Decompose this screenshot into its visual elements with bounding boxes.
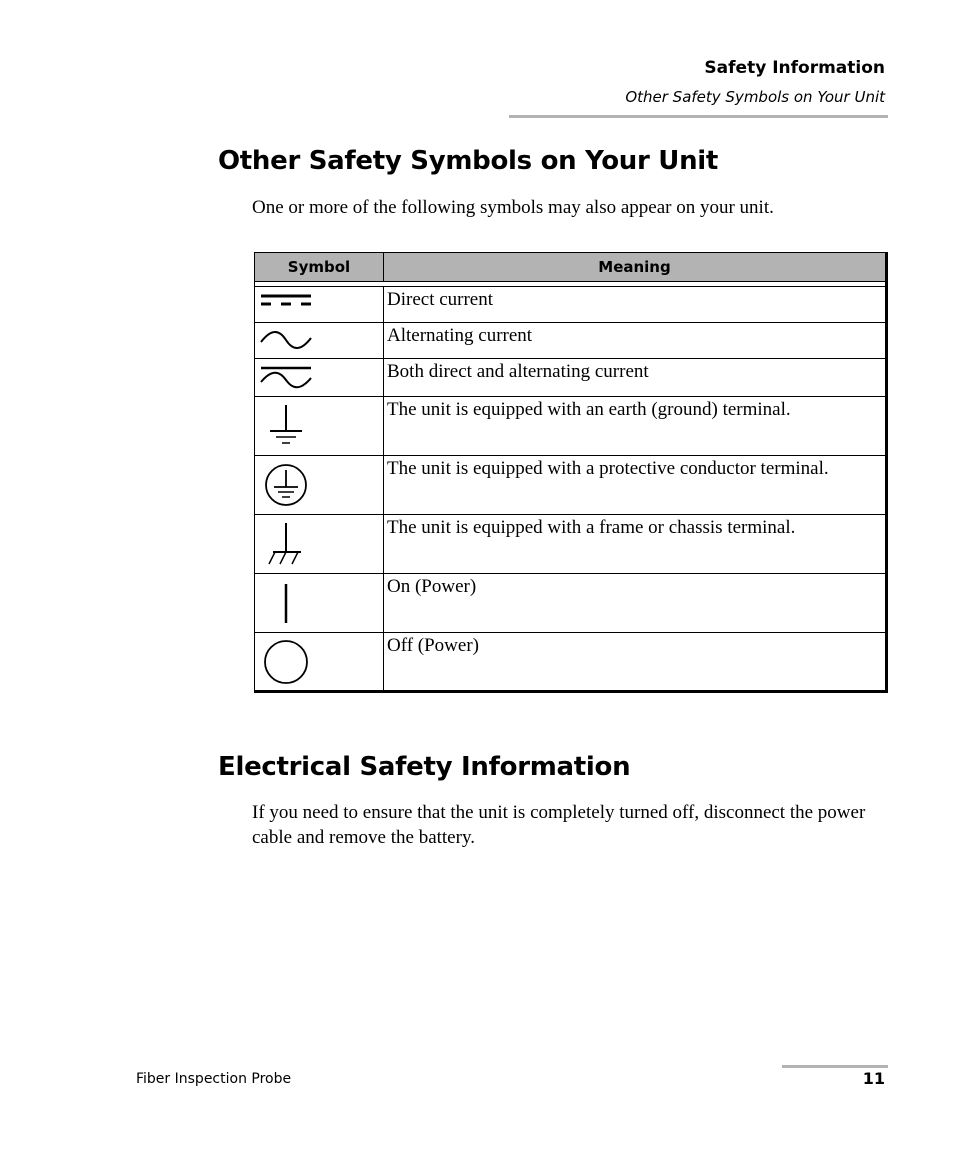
table-row (255, 323, 887, 359)
table-row (255, 397, 887, 456)
column-header-symbol: Symbol (255, 253, 384, 282)
symbol-cell (255, 515, 384, 574)
meaning-cell: The unit is equipped with a protective conductor terminal. (384, 456, 887, 515)
alternating-current-icon (255, 323, 383, 357)
meaning-cell: Direct current (384, 287, 887, 323)
meaning-cell: The unit is equipped with an earth (ground) terminal. (384, 397, 887, 456)
symbol-cell (255, 397, 384, 456)
running-header-subsection: Other Safety Symbols on Your Unit (625, 88, 885, 106)
section-intro: One or more of the following symbols may also appear on your unit. (252, 197, 774, 218)
symbol-cell (255, 287, 384, 323)
earth-ground-icon (255, 397, 383, 454)
table-row (255, 287, 887, 323)
symbol-cell (255, 323, 384, 359)
running-header-section: Safety Information (704, 58, 885, 78)
meaning-cell: Off (Power) (384, 633, 887, 692)
power-off-icon (255, 633, 383, 689)
meaning-cell: Both direct and alternating current (384, 359, 887, 397)
protective-conductor-icon (255, 456, 383, 513)
direct-current-icon (255, 287, 383, 321)
table-row (255, 359, 887, 397)
symbol-cell (255, 633, 384, 692)
meaning-cell: The unit is equipped with a frame or chassis terminal. (384, 515, 887, 574)
table-row (255, 574, 887, 633)
electrical-safety-body: If you need to ensure that the unit is completely turned off, disconnect the power cable and remove the battery. (252, 802, 866, 848)
chassis-ground-icon (255, 515, 383, 572)
section-title-safety-symbols: Other Safety Symbols on Your Unit (218, 146, 719, 176)
footer-rule (782, 1065, 888, 1068)
table-row (255, 515, 887, 574)
power-on-icon (255, 574, 383, 631)
meaning-cell: On (Power) (384, 574, 887, 633)
symbol-cell (255, 359, 384, 397)
footer-product-name: Fiber Inspection Probe (136, 1071, 292, 1087)
symbol-cell (255, 574, 384, 633)
table-row (255, 456, 887, 515)
column-header-meaning: Meaning (384, 253, 887, 282)
symbols-table (254, 252, 888, 693)
page-number: 11 (862, 1069, 885, 1088)
header-rule (509, 115, 888, 118)
meaning-cell: Alternating current (384, 323, 887, 359)
section-title-electrical-safety: Electrical Safety Information (218, 752, 631, 782)
dc-ac-current-icon (255, 359, 383, 395)
symbol-cell (255, 456, 384, 515)
table-row (255, 633, 887, 692)
